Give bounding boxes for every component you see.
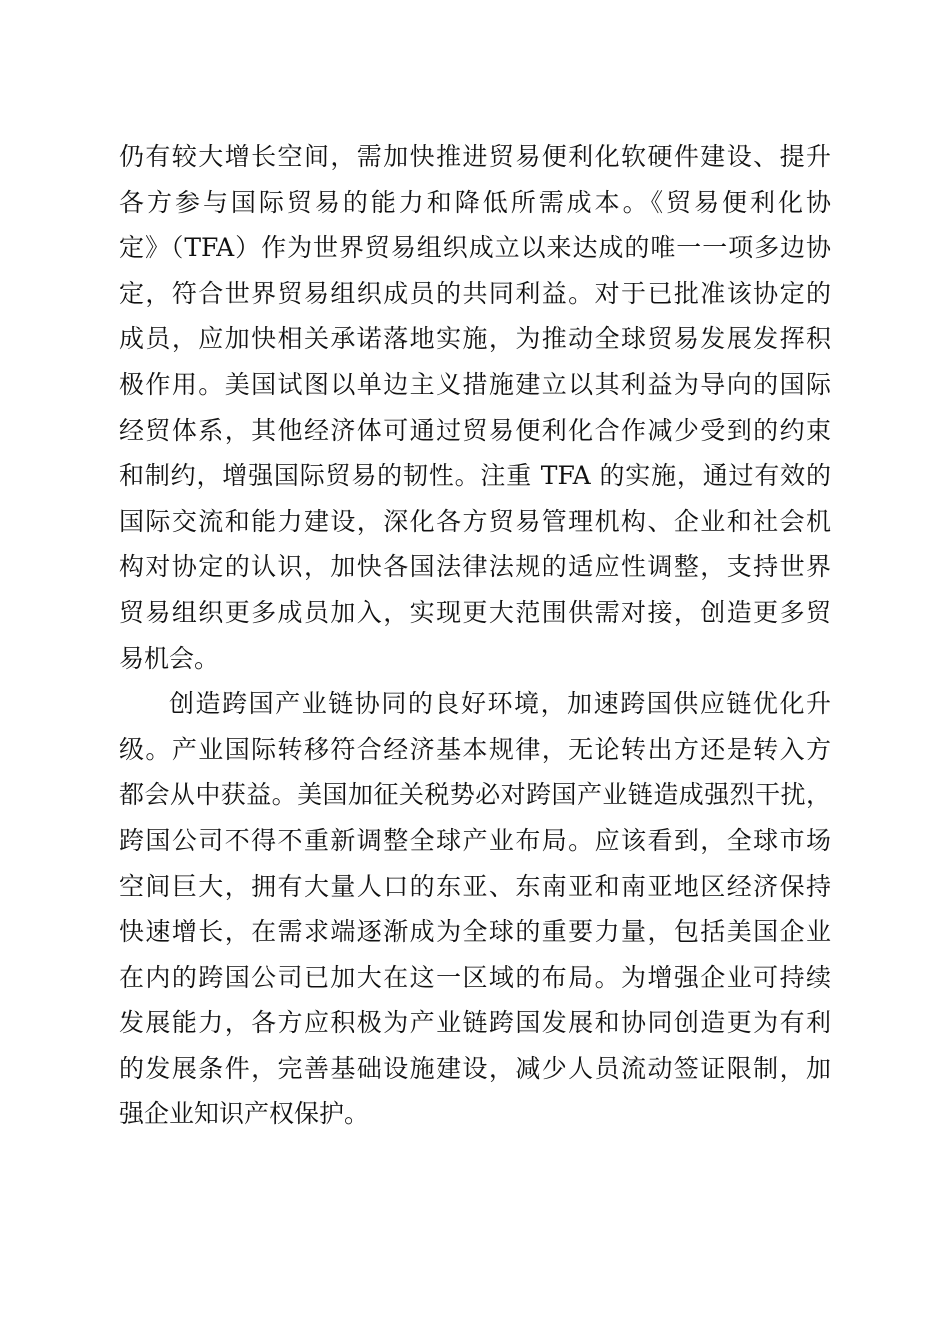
paragraph-line: 跨国公司不得不重新调整全球产业布局。应该看到，全球市场 — [119, 825, 831, 855]
paragraph-line: 都会从中获益。美国加征关税势必对跨国产业链造成强烈干扰， — [119, 780, 831, 810]
paragraph-line: 定》（TFA）作为世界贸易组织成立以来达成的唯一一项多边协 — [119, 233, 831, 263]
document-body — [119, 134, 831, 1137]
paragraph-line: 发展能力，各方应积极为产业链跨国发展和协同创造更为有利 — [119, 1008, 831, 1038]
paragraph-1 — [119, 134, 831, 681]
paragraph-line: 和制约，增强国际贸易的韧性。注重 TFA 的实施，通过有效的 — [119, 461, 831, 491]
paragraph-line: 极作用。美国试图以单边主义措施建立以其利益为导向的国际 — [119, 369, 831, 399]
paragraph-line: 国际交流和能力建设，深化各方贸易管理机构、企业和社会机 — [119, 506, 831, 536]
paragraph-line: 成员，应加快相关承诺落地实施，为推动全球贸易发展发挥积 — [119, 324, 831, 354]
paragraph-line: 各方参与国际贸易的能力和降低所需成本。《贸易便利化协 — [119, 187, 831, 217]
paragraph-line: 易机会。 — [119, 643, 220, 673]
paragraph-line: 强企业知识产权保护。 — [119, 1099, 370, 1129]
paragraph-line: 定，符合世界贸易组织成员的共同利益。对于已批准该协定的 — [119, 278, 831, 308]
paragraph-2 — [119, 681, 831, 1137]
paragraph-line: 贸易组织更多成员加入，实现更大范围供需对接，创造更多贸 — [119, 597, 831, 627]
paragraph-line: 经贸体系，其他经济体可通过贸易便利化合作减少受到的约束 — [119, 415, 831, 445]
paragraph-line: 构对协定的认识，加快各国法律法规的适应性调整，支持世界 — [119, 552, 831, 582]
paragraph-line: 级。产业国际转移符合经济基本规律，无论转出方还是转入方 — [119, 734, 831, 764]
paragraph-line: 快速增长，在需求端逐渐成为全球的重要力量，包括美国企业 — [119, 917, 831, 947]
paragraph-line: 创造跨国产业链协同的良好环境，加速跨国供应链优化升 — [169, 689, 831, 719]
paragraph-line: 在内的跨国公司已加大在这一区域的布局。为增强企业可持续 — [119, 962, 831, 992]
paragraph-line: 的发展条件，完善基础设施建设，减少人员流动签证限制，加 — [119, 1053, 831, 1083]
paragraph-line: 空间巨大，拥有大量人口的东亚、东南亚和南亚地区经济保持 — [119, 871, 831, 901]
paragraph-line: 仍有较大增长空间，需加快推进贸易便利化软硬件建设、提升 — [119, 142, 831, 171]
